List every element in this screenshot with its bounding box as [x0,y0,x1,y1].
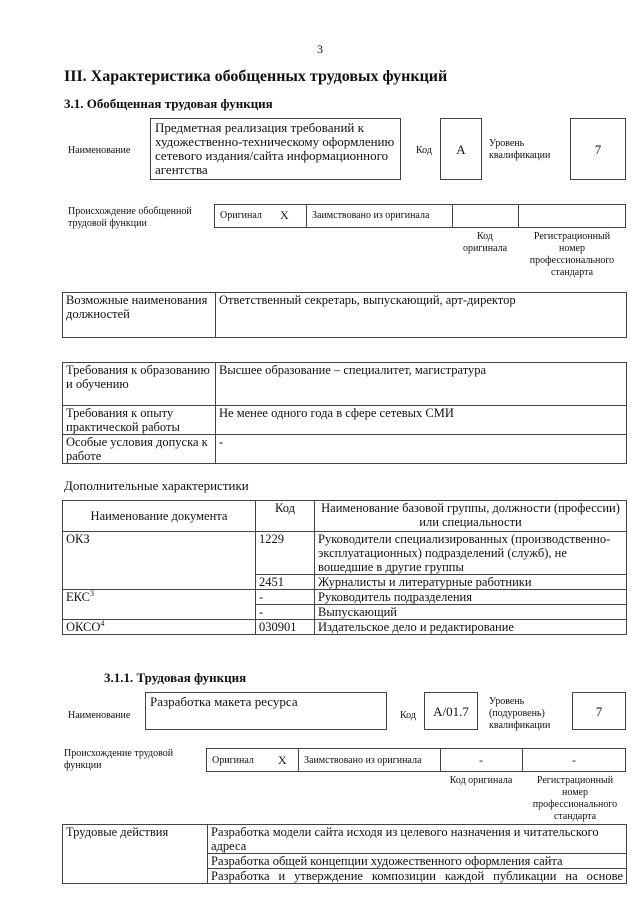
req-label: Требования к опыту практической работы [63,406,216,435]
tf-origin-reg-value: - [572,753,576,767]
row-doc [63,590,256,620]
gtf-origin-divider-1 [306,204,307,228]
action-item: Разработка общей концепции художественного оформления сайта [208,854,627,869]
gtf-code-value: А [456,142,466,157]
row-doc: ОКЗ [63,532,256,590]
table-row [63,620,627,635]
gtf-positions-table [62,292,627,338]
gtf-origin-divider-3 [518,204,519,228]
gtf-positions-label: Возможные наименования должностей [63,293,216,338]
table-row [63,363,627,406]
eks-doc: ЕКС [66,590,90,604]
req-value: - [216,435,627,464]
req-label: Особые условия допуска к работе [63,435,216,464]
tf-origin-divider-1 [298,748,299,772]
row-code: - [256,605,315,620]
row-name: Журналисты и литературные работники [315,575,627,590]
tf-origin-label: Происхождение трудовой функции [64,748,174,771]
action-item: Разработка и утверждение композиции каждой публикации на основе [208,869,627,884]
gtf-name-value: Предметная реализация требований к художественно-техническому оформлению сетевого издания/сайта информационного агентства [155,120,395,177]
row-code: 030901 [256,620,315,635]
tf-origin-borrowed: Заимствовано из оригинала [304,755,422,766]
tf-name-value: Разработка макета ресурса [150,694,298,709]
gtf-positions-value: Ответственный секретарь, выпускающий, арт-директор [216,293,627,338]
page-number: 3 [317,42,323,56]
okso-doc: ОКСО [66,620,101,634]
tf-origin-reg-caption: Регистрационный номер профессионального стандарта [532,775,618,822]
tf-code-value: А/01.7 [433,704,469,719]
gtf-requirements-table [62,362,627,464]
table-row [63,435,627,464]
eks-footnote: 3 [90,588,94,598]
gtf-name-box [150,118,401,180]
table-header-row [63,501,627,532]
header-name: Наименование базовой группы, должности (профессии) или специальности [315,501,627,532]
row-code: 2451 [256,575,315,590]
gtf-origin-code-caption: Код оригинала [462,231,508,254]
table-row [63,590,627,605]
tf-actions-table [62,824,627,884]
tf-name-label: Наименование [68,710,131,721]
row-code: - [256,590,315,605]
req-label: Требования к образованию и обучению [63,363,216,406]
additional-heading: Дополнительные характеристики [64,478,249,493]
gtf-level-label: Уровень квалификации [489,138,551,161]
section-title: III. Характеристика обобщенных трудовых функций [64,68,448,85]
table-row [63,406,627,435]
okso-footnote: 4 [100,618,105,628]
tf-code-label: Код [400,710,416,721]
gtf-name-label: Наименование [68,145,131,156]
tf-origin-code-caption: Код оригинала [449,775,513,786]
tf-origin-code-value: - [479,753,483,767]
gtf-origin-reg-caption: Регистрационный номер профессионального стандарта [529,231,615,278]
gtf-heading: 3.1. Обобщенная трудовая функция [64,96,273,111]
tf-level-box [572,692,626,730]
row-name: Руководитель подразделения [315,590,627,605]
gtf-origin-borrowed: Заимствовано из оригинала [312,210,430,221]
tf-origin-original: Оригинал [212,755,254,766]
gtf-origin-mark: Х [280,208,289,222]
table-row [63,532,627,575]
tf-origin-mark: Х [278,753,287,767]
row-name: Издательское дело и редактирование [315,620,627,635]
table-row [63,825,627,854]
tf-code-box [424,692,478,730]
gtf-code-box [440,118,482,180]
gtf-origin-label: Происхождение обобщенной трудовой функции [68,206,192,229]
row-name: Выпускающий [315,605,627,620]
tf-level-label: Уровень (подуровень) квалификации [489,696,551,731]
header-doc: Наименование документа [63,501,256,532]
req-value: Высшее образование – специалитет, магистратура [216,363,627,406]
tf-level-value: 7 [595,704,603,719]
req-value: Не менее одного года в сфере сетевых СМИ [216,406,627,435]
gtf-level-box [570,118,626,180]
tf-actions-label: Трудовые действия [63,825,208,884]
gtf-origin-divider-2 [452,204,453,228]
row-name: Руководители специализированных (производственно-эксплуатационных) подразделений (служб), не вошедшие в другие группы [315,532,627,575]
gtf-level-value: 7 [594,142,602,157]
header-code: Код [256,501,315,532]
gtf-origin-original: Оригинал [220,210,262,221]
action-item: Разработка модели сайта исходя из целевого назначения и читательского адреса [208,825,627,854]
row-code: 1229 [256,532,315,575]
tf-heading: 3.1.1. Трудовая функция [104,670,247,685]
row-doc [63,620,256,635]
gtf-code-label: Код [416,145,432,156]
tf-name-box [145,692,387,730]
additional-table [62,500,627,635]
